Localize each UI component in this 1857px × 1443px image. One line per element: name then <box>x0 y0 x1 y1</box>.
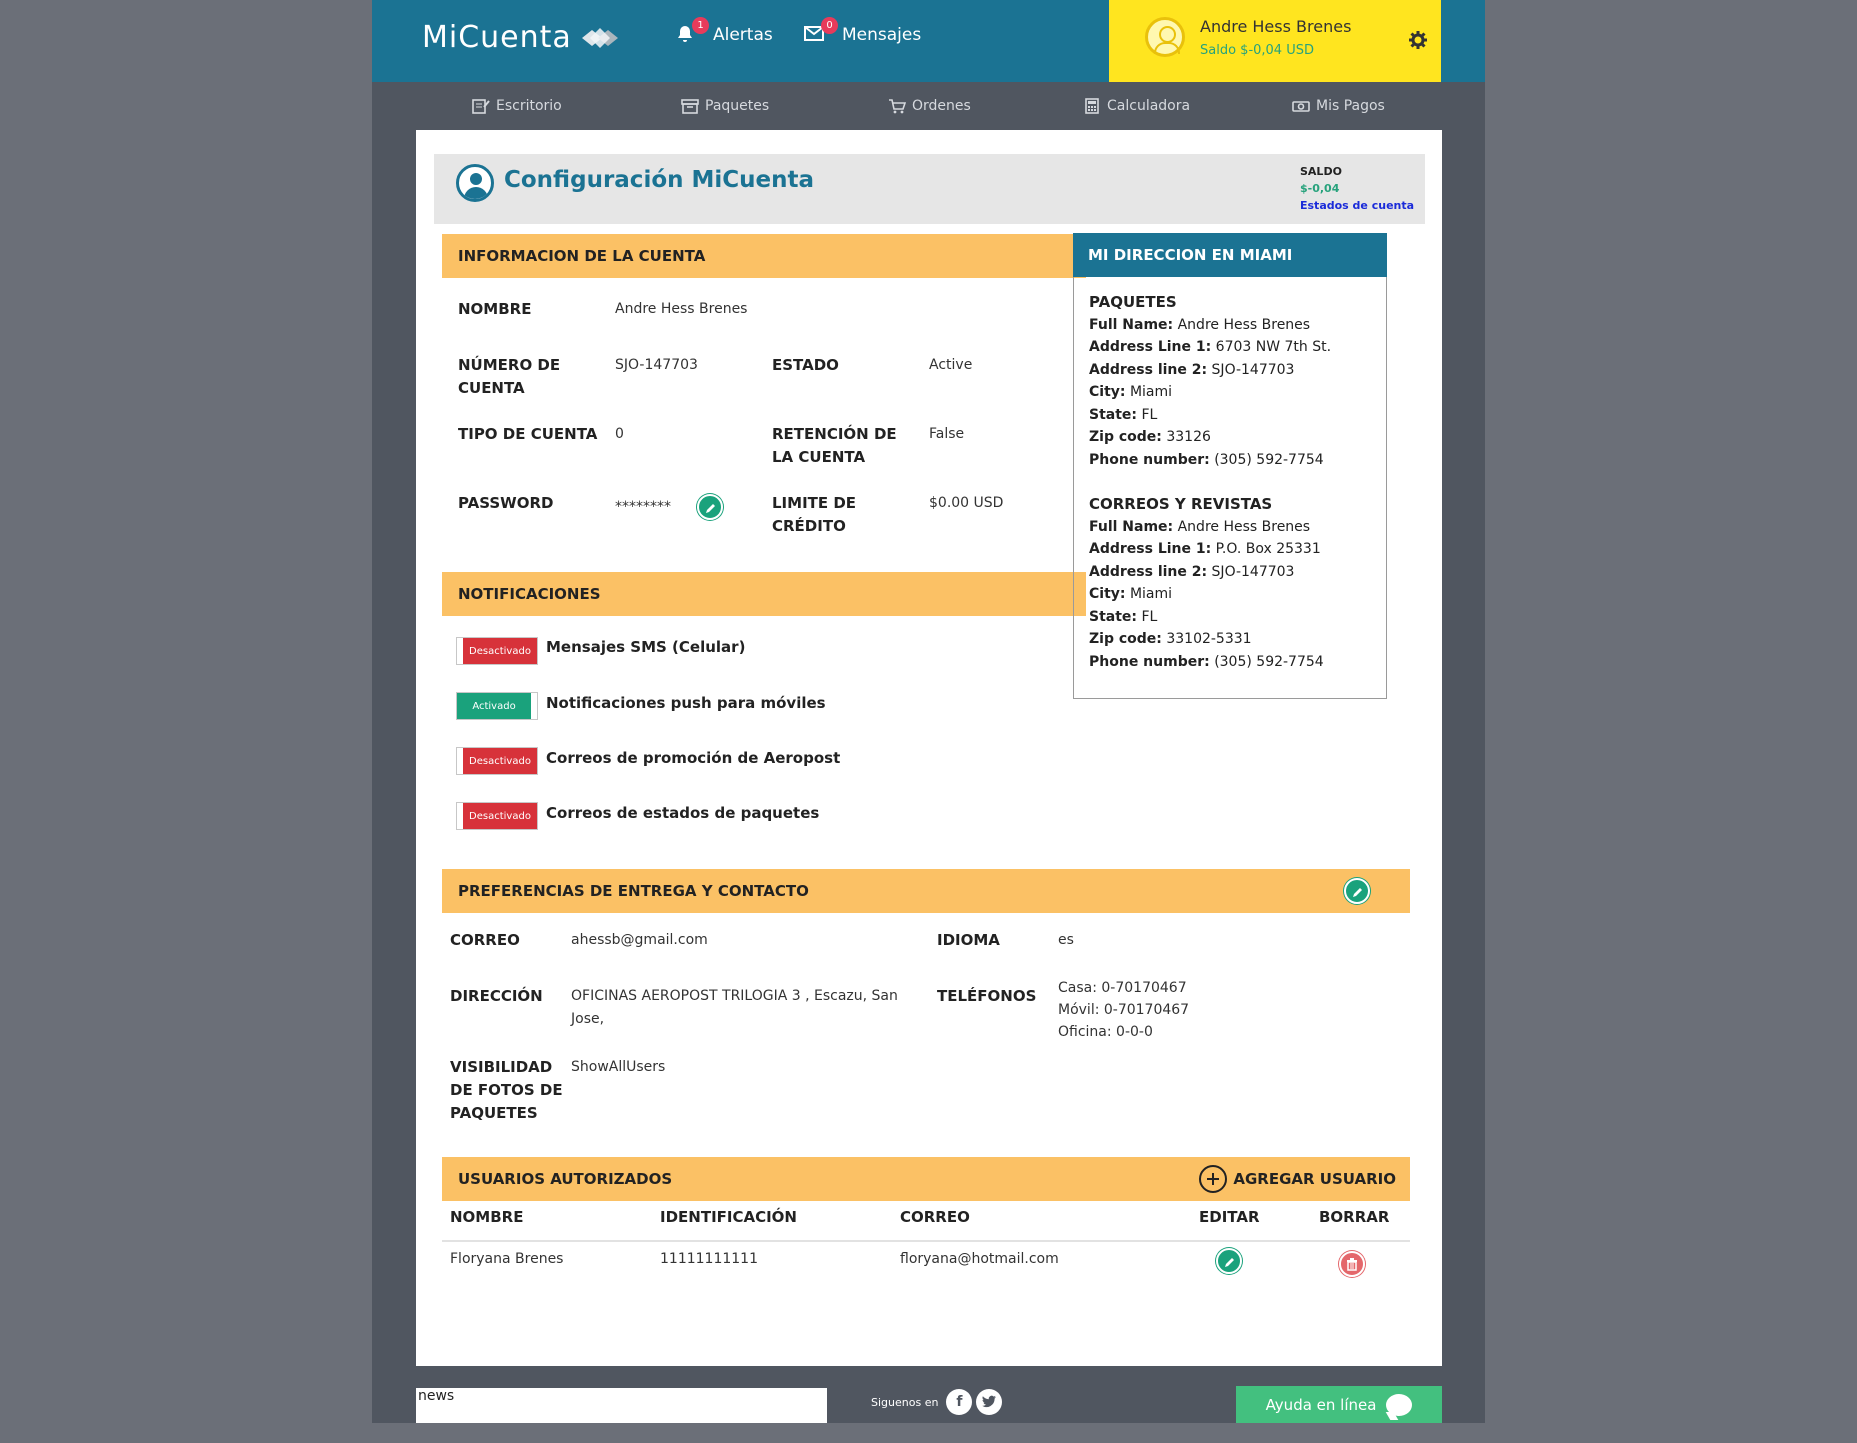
messages-label: Mensajes <box>842 25 922 45</box>
account-info-heading: INFORMACION DE LA CUENTA <box>442 234 1086 278</box>
page-frame <box>372 0 1485 1423</box>
add-user-label: AGREGAR USUARIO <box>1233 1170 1396 1188</box>
money-icon <box>1292 98 1310 114</box>
authorized-users-heading-text: USUARIOS AUTORIZADOS <box>458 1170 673 1188</box>
email-label: CORREO <box>450 931 520 949</box>
address-field-value: 33126 <box>1166 429 1211 445</box>
retention-value: False <box>929 426 965 442</box>
address-row <box>1089 516 1371 539</box>
address-field-value: Andre Hess Brenes <box>1177 518 1311 535</box>
pencil-icon <box>1223 1255 1237 1269</box>
nav-label: Calculadora <box>1107 98 1191 114</box>
address-field-value: (305) 592-7754 <box>1214 451 1324 468</box>
phone-mobile: Móvil: 0-70170467 <box>1058 1002 1190 1018</box>
logo-cube-icon <box>578 24 622 52</box>
address-row <box>1089 651 1371 674</box>
column-header-email: CORREO <box>900 1208 970 1226</box>
address-field-label: State: <box>1089 406 1138 423</box>
address-field-value: Miami <box>1129 586 1173 602</box>
edit-user-button[interactable] <box>1216 1248 1242 1274</box>
user-box[interactable] <box>1109 0 1441 82</box>
alerts-count-badge: 1 <box>692 17 709 34</box>
pencil-icon <box>704 501 718 515</box>
nav-calculadora[interactable] <box>1083 98 1190 114</box>
balance-summary <box>1300 163 1414 214</box>
address-row <box>1089 583 1371 606</box>
password-label: PASSWORD <box>458 494 554 512</box>
logo[interactable] <box>422 20 622 55</box>
social-links <box>871 1389 1002 1415</box>
address-value: OFICINAS AEROPOST TRILOGIA 3 , Escazu, San Jose, <box>571 988 898 1027</box>
help-label: Ayuda en línea <box>1265 1395 1377 1414</box>
address-field-label: State: <box>1089 608 1138 625</box>
gear-icon[interactable] <box>1409 31 1427 49</box>
address-field-value: P.O. Box 25331 <box>1215 541 1321 557</box>
edit-icon <box>472 98 490 114</box>
delete-user-button[interactable] <box>1339 1251 1365 1277</box>
name-label: NOMBRE <box>458 300 532 318</box>
address-row <box>1089 538 1371 561</box>
sms-label: Mensajes SMS (Celular) <box>546 638 746 656</box>
trash-icon <box>1341 1253 1363 1275</box>
chat-bubble-icon <box>1386 1394 1412 1416</box>
account-type-value: 0 <box>615 426 624 442</box>
address-field-value: Andre Hess Brenes <box>1177 316 1311 333</box>
address-row <box>1089 606 1371 629</box>
preferences-heading-text: PREFERENCIAS DE ENTREGA Y CONTACTO <box>458 882 809 900</box>
address-row <box>1089 426 1371 449</box>
language-label: IDIOMA <box>937 931 1000 949</box>
follow-label: Siguenos en <box>871 1395 939 1409</box>
user-balance: Saldo $-0,04 USD <box>1200 43 1314 58</box>
phone-office: Oficina: 0-0-0 <box>1058 1024 1153 1040</box>
miami-address-box <box>1073 277 1387 699</box>
online-help-button[interactable] <box>1236 1386 1442 1423</box>
statements-link[interactable]: Estados de cuenta <box>1300 199 1415 212</box>
nav-label: Ordenes <box>912 98 971 114</box>
status-label: ESTADO <box>772 356 839 374</box>
package-email-label: Correos de estados de paquetes <box>546 804 820 822</box>
twitter-icon[interactable] <box>976 1389 1002 1415</box>
toggle-state: Desactivado <box>463 638 537 664</box>
address-field-label: City: <box>1089 384 1126 400</box>
mail-address-title: CORREOS Y REVISTAS <box>1089 495 1273 513</box>
bell-icon <box>675 20 704 46</box>
alerts-label: Alertas <box>713 25 773 45</box>
user-email-cell: floryana@hotmail.com <box>900 1251 1059 1267</box>
archive-icon <box>681 98 699 114</box>
edit-preferences-button[interactable] <box>1344 878 1370 904</box>
language-value: es <box>1058 932 1074 948</box>
address-field-label: Full Name: <box>1089 316 1174 333</box>
push-label: Notificaciones push para móviles <box>546 694 826 712</box>
photo-visibility-label: VISIBILIDAD DE FOTOS DE PAQUETES <box>450 1058 563 1122</box>
credit-limit-label: LIMITE DE CRÉDITO <box>772 494 857 535</box>
user-name-cell: Floryana Brenes <box>450 1251 564 1267</box>
address-field-label: Phone number: <box>1089 451 1210 468</box>
address-field-label: Address line 2: <box>1089 563 1208 580</box>
nav-ordenes[interactable] <box>888 98 971 114</box>
table-divider <box>442 1240 1410 1242</box>
page-header <box>434 154 1425 224</box>
cart-icon <box>888 98 906 114</box>
address-field-label: Full Name: <box>1089 518 1174 535</box>
main-content <box>416 130 1442 1366</box>
edit-password-button[interactable] <box>697 494 723 520</box>
envelope-icon <box>804 20 833 46</box>
nav-label: Mis Pagos <box>1316 98 1385 114</box>
toggle-knob <box>531 693 537 719</box>
account-number-label: NÚMERO DE CUENTA <box>458 356 561 397</box>
address-field-value: 6703 NW 7th St. <box>1215 339 1332 355</box>
nav-mis-pagos[interactable] <box>1292 98 1385 114</box>
address-row <box>1089 336 1371 359</box>
address-row <box>1089 381 1371 404</box>
address-row <box>1089 404 1371 427</box>
address-label: DIRECCIÓN <box>450 987 543 1005</box>
nav-label: Escritorio <box>496 98 562 114</box>
page-title: Configuración MiCuenta <box>504 167 815 193</box>
address-field-value: 33102-5331 <box>1166 631 1252 647</box>
authorized-users-heading <box>442 1157 1410 1201</box>
address-row <box>1089 359 1371 382</box>
user-id-cell: 11111111111 <box>660 1251 758 1267</box>
packages-address-title: PAQUETES <box>1089 293 1177 311</box>
address-row <box>1089 561 1371 584</box>
messages-count-badge: 0 <box>821 17 838 34</box>
name-value: Andre Hess Brenes <box>615 301 748 317</box>
plus-circle-icon <box>1199 1165 1227 1193</box>
credit-limit-value: $0.00 USD <box>929 495 1004 511</box>
balance-value: $-0,04 <box>1300 182 1340 195</box>
account-number-value: SJO-147703 <box>615 357 698 373</box>
main-nav <box>372 82 1485 130</box>
address-field-label: Address line 2: <box>1089 361 1208 378</box>
promo-email-toggle[interactable] <box>456 747 538 775</box>
top-bar <box>372 0 1485 82</box>
address-field-label: Address Line 1: <box>1089 339 1212 355</box>
calculator-icon <box>1083 98 1101 114</box>
package-email-toggle[interactable] <box>456 802 538 830</box>
user-name: Andre Hess Brenes <box>1200 17 1352 36</box>
address-field-value: SJO-147703 <box>1211 563 1295 580</box>
miami-address-heading: MI DIRECCION EN MIAMI <box>1073 233 1387 277</box>
address-field-value: SJO-147703 <box>1211 361 1295 378</box>
preferences-heading <box>442 869 1410 913</box>
notifications-heading: NOTIFICACIONES <box>442 572 1086 616</box>
retention-label: RETENCIÓN DE LA CUENTA <box>772 425 897 466</box>
alerts-link[interactable] <box>675 20 773 46</box>
nav-paquetes[interactable] <box>681 98 769 114</box>
news-text: news <box>418 1388 455 1404</box>
facebook-icon[interactable]: f <box>946 1389 972 1415</box>
status-value: Active <box>929 357 973 373</box>
photo-visibility-value: ShowAllUsers <box>571 1059 666 1075</box>
address-row <box>1089 449 1371 472</box>
nav-escritorio[interactable] <box>472 98 562 114</box>
phone-home: Casa: 0-70170467 <box>1058 980 1187 996</box>
address-field-label: Zip code: <box>1089 429 1162 445</box>
toggle-state: Desactivado <box>463 803 537 829</box>
address-field-label: Phone number: <box>1089 653 1210 670</box>
toggle-state: Activado <box>457 693 531 719</box>
add-user-button[interactable] <box>1199 1165 1396 1193</box>
nav-label: Paquetes <box>705 98 770 114</box>
password-value: ******** <box>615 499 671 515</box>
sms-toggle[interactable] <box>456 637 538 665</box>
address-field-value: Miami <box>1129 384 1173 400</box>
column-header-edit: EDITAR <box>1199 1208 1260 1226</box>
balance-label: SALDO <box>1300 165 1342 178</box>
address-row <box>1089 628 1371 651</box>
account-type-label: TIPO DE CUENTA <box>458 425 598 443</box>
column-header-delete: BORRAR <box>1319 1208 1390 1226</box>
user-circle-icon <box>456 164 494 202</box>
promo-email-label: Correos de promoción de Aeropost <box>546 749 841 767</box>
logo-text: MiCuenta <box>422 20 572 55</box>
address-field-label: City: <box>1089 586 1126 602</box>
address-field-value: (305) 592-7754 <box>1214 653 1324 670</box>
address-field-value: FL <box>1141 608 1158 625</box>
phones-label: TELÉFONOS <box>937 987 1037 1005</box>
address-row <box>1089 314 1371 337</box>
email-value: ahessb@gmail.com <box>571 932 708 948</box>
address-field-value: FL <box>1141 406 1158 423</box>
messages-link[interactable] <box>804 20 922 46</box>
toggle-state: Desactivado <box>463 748 537 774</box>
push-toggle[interactable] <box>456 692 538 720</box>
news-box <box>416 1388 827 1423</box>
address-field-label: Zip code: <box>1089 631 1162 647</box>
address-field-label: Address Line 1: <box>1089 541 1212 557</box>
column-header-id: IDENTIFICACIÓN <box>660 1208 797 1226</box>
column-header-name: NOMBRE <box>450 1208 524 1226</box>
pencil-icon <box>1351 885 1365 899</box>
user-avatar <box>1145 17 1185 57</box>
